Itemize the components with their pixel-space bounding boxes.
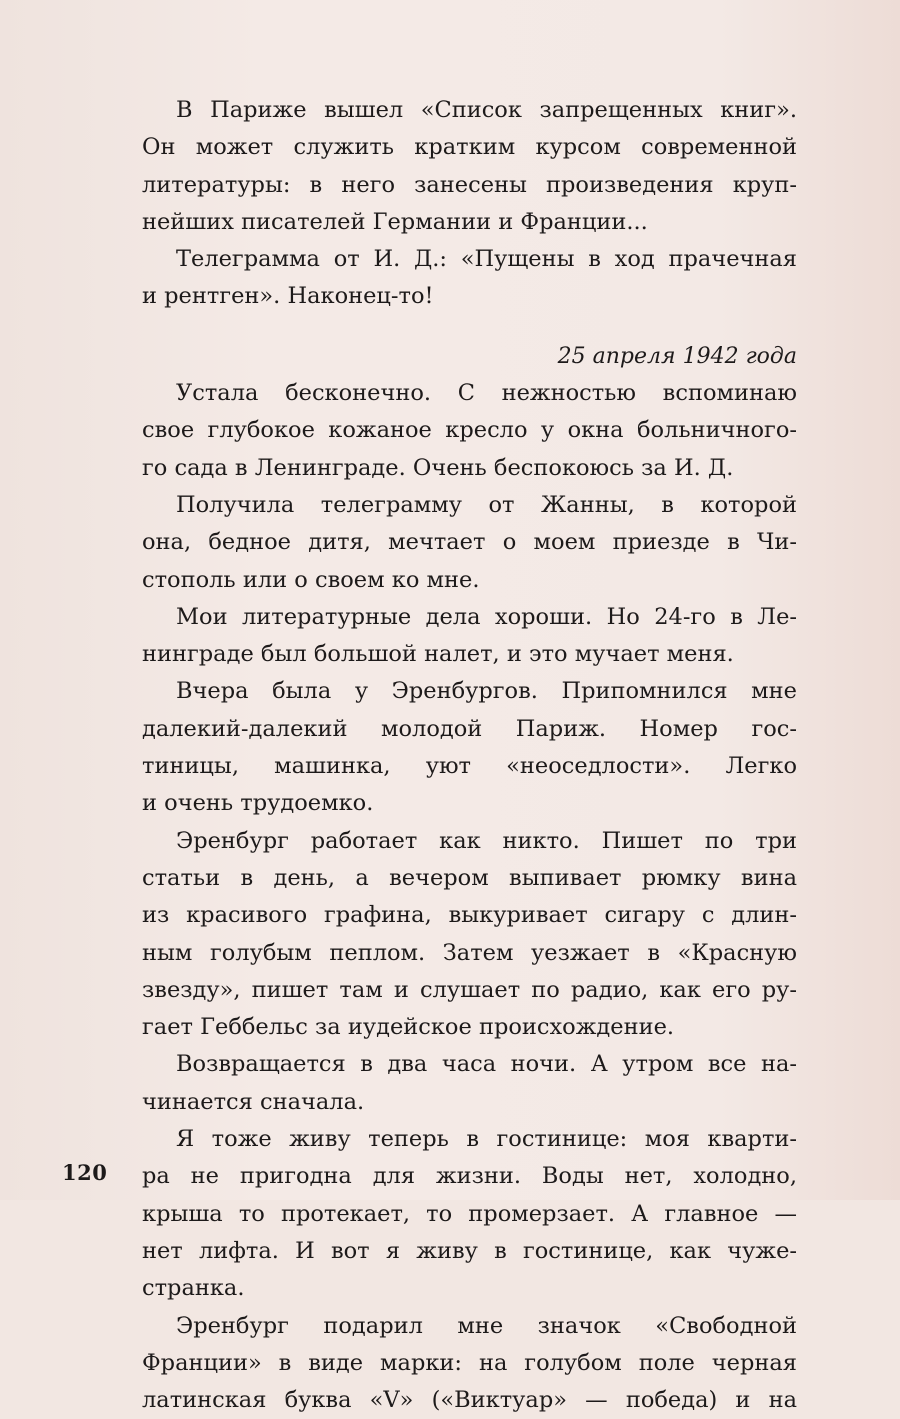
- text-line: Устала бесконечно. С нежностью вспоминаю: [176, 380, 797, 407]
- text-line: далекий-далекий молодой Париж. Номер гос-: [142, 715, 797, 742]
- text-line: стополь или о своем ко мне.: [142, 566, 480, 593]
- text-line: нинграде был большой налет, и это мучает меня.: [142, 641, 734, 668]
- text-line: Эренбург подарил мне значок «Свободной: [176, 1312, 797, 1339]
- text-line: звезду», пишет там и слушает по радио, как его ру-: [142, 976, 797, 1003]
- text-line: нет лифта. И вот я живу в гостинице, как чуже-: [142, 1237, 797, 1264]
- page-number: 120: [62, 1160, 108, 1185]
- text-line: Я тоже живу теперь в гостинице: моя кварти-: [176, 1126, 797, 1153]
- text-line: из красивого графина, выкуривает сигару с длин-: [142, 902, 797, 929]
- text-line: тиницы, машинка, уют «неоседлости». Легко: [142, 753, 797, 780]
- text-line: гает Геббельс за иудейское происхождение.: [142, 1014, 675, 1041]
- text-line: Телеграмма от И. Д.: «Пущены в ход прачечная: [176, 246, 797, 273]
- text-line: Он может служить кратким курсом современной: [142, 134, 797, 161]
- text-line: Франции» в виде марки: на голубом поле черная: [142, 1349, 797, 1376]
- text-line: Мои литературные дела хороши. Но 24-го в Ле-: [176, 603, 797, 630]
- text-line: ра не пригодна для жизни. Воды нет, холодно,: [142, 1163, 797, 1190]
- text-line: В Париже вышел «Список запрещенных книг».: [176, 97, 797, 123]
- text-line: Возвращается в два часа ночи. А утром все на-: [176, 1051, 797, 1078]
- page-body: [142, 92, 797, 1419]
- text-line: крыша то протекает, то промерзает. А главное —: [142, 1200, 797, 1227]
- text-line: и рентген». Наконец-то!: [142, 283, 434, 310]
- text-line: латинская буква «V» («Виктуар» — победа) и на: [142, 1387, 797, 1414]
- text-line: Вчера была у Эренбургов. Припомнился мне: [176, 678, 797, 705]
- text-line: она, бедное дитя, мечтает о моем приезде в Чи-: [142, 529, 797, 556]
- text-line: и очень трудоемко.: [142, 790, 374, 817]
- text-line: Эренбург работает как никто. Пишет по три: [176, 827, 797, 854]
- text-line: странка.: [142, 1275, 245, 1302]
- text-line: чинается сначала.: [142, 1088, 365, 1115]
- text-line: нейших писателей Германии и Франции...: [142, 208, 648, 235]
- text-line: го сада в Ленинграде. Очень беспокоюсь за И. Д.: [142, 454, 734, 481]
- text-line: ным голубым пеплом. Затем уезжает в «Красную: [142, 939, 797, 966]
- text-line: Получила телеграмму от Жанны, в которой: [176, 491, 797, 518]
- text-line: статьи в день, а вечером выпивает рюмку вина: [142, 864, 797, 891]
- text-line: свое глубокое кожаное кресло у окна больничного-: [142, 417, 797, 444]
- text-line: литературы: в него занесены произведения круп-: [142, 171, 797, 198]
- entry-date: 25 апреля 1942 года: [557, 343, 797, 369]
